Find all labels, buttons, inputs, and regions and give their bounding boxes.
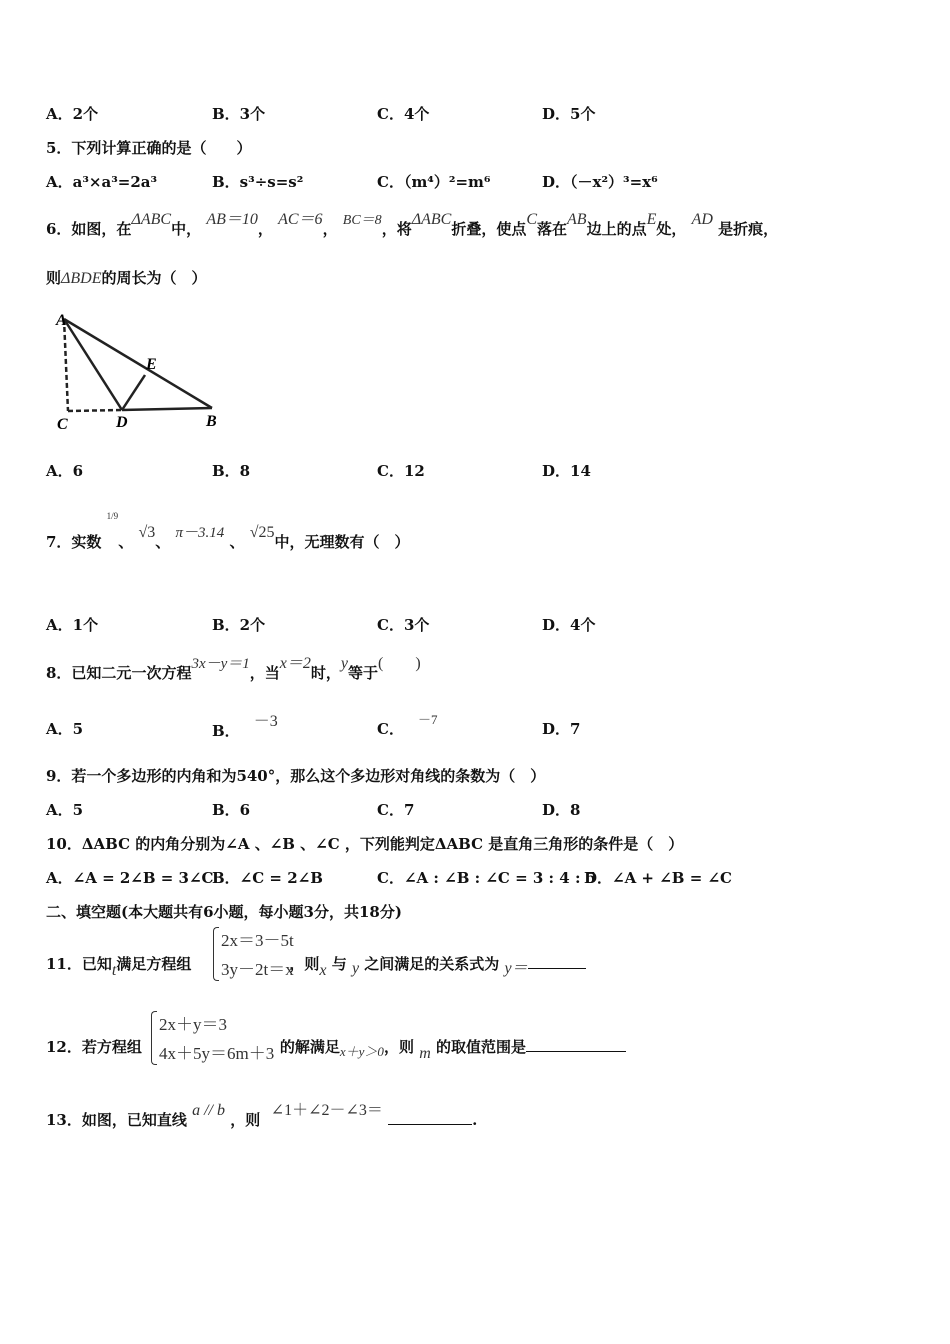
q5-stem: 5．下列计算正确的是（ ） xyxy=(46,139,252,157)
q6-ac: AC＝6 xyxy=(278,211,323,228)
q12-eq1: 2x＋y＝3 xyxy=(159,1015,227,1034)
q7-sqrt3: √3 xyxy=(138,524,156,541)
q11-eq1: 2x＝3－5t xyxy=(221,931,294,950)
q5-option-d: D．（－x²）³=x⁶ xyxy=(542,173,658,191)
q5-option-a: A．a³×a³=2a³ xyxy=(46,173,158,191)
q4-option-a: A．2个 xyxy=(46,105,99,123)
q7-sqrt25: √25 xyxy=(249,524,275,541)
q8-equation: 3x－y＝1 xyxy=(191,656,250,672)
q8-option-d: D．7 xyxy=(542,720,581,738)
q6-bc: BC＝8 xyxy=(342,213,382,228)
q11-eq2: 3y－2t＝x xyxy=(221,960,294,979)
q12-condition: x＋y＞0 xyxy=(339,1044,384,1059)
q10-option-a: A．∠A = 2∠B = 3∠C xyxy=(46,869,214,887)
q6-figure xyxy=(40,305,240,435)
q11-answer-blank[interactable] xyxy=(528,954,586,969)
q7-pi-expr: π－3.14 xyxy=(175,525,225,541)
q5-option-b: B．s³÷s=s² xyxy=(212,173,304,191)
section-title: 二、填空题(本大题共有6小题，每小题3分，共18分) xyxy=(46,903,402,921)
q4-option-d: D．5个 xyxy=(542,105,596,123)
q5-option-c: C．（m⁴）²=m⁶ xyxy=(377,173,491,191)
q6-label-a: A xyxy=(56,312,67,329)
q13-stem: 13．如图，已知直线 a // b ，则 ∠1＋∠2－∠3＝ . xyxy=(46,1102,478,1129)
q11-brace xyxy=(213,927,219,981)
q10-option-b: B．∠C = 2∠B xyxy=(212,869,323,887)
q6-option-b: B．8 xyxy=(212,462,251,480)
q9-option-b: B．6 xyxy=(212,801,251,819)
q6-label-b: B xyxy=(206,413,217,430)
q13-answer-blank[interactable] xyxy=(388,1110,472,1125)
q10-stem: 10．ΔABC 的内角分别为∠A 、∠B 、∠C ，下列能判定ΔABC 是直角三角形的条件是（ ） xyxy=(46,835,684,853)
q6-label-d: D xyxy=(116,414,128,431)
q6-option-d: D．14 xyxy=(542,462,591,480)
q12-brace xyxy=(151,1011,157,1065)
q12-stem: 12．若方程组 的解满足x＋y＞0，则 m 的取值范围是 xyxy=(46,1036,626,1057)
q13-expression: ∠1＋∠2－∠3＝ xyxy=(270,1102,383,1119)
q7-option-d: D．4个 xyxy=(542,616,596,634)
q8-option-c: C．－7 xyxy=(377,712,438,738)
q7-option-b: B．2个 xyxy=(212,616,266,634)
q7-stem: 7．实数 $^{1/9}$、 √3、 π－3.14 、 √25中，无理数有（ ） xyxy=(46,511,410,551)
q6-stem: 6．如图，在ΔABC中， AB＝10， AC＝6， BC＝8，将ΔABC折叠，使点C落在AB边上的点E处， AD 是折痕， xyxy=(46,211,779,238)
q6-option-c: C．12 xyxy=(377,462,425,480)
q7-option-c: C．3个 xyxy=(377,616,430,634)
q4-option-c: C．4个 xyxy=(377,105,430,123)
q8-x-value: x＝2 xyxy=(279,655,311,672)
q7-option-a: A．1个 xyxy=(46,616,99,634)
q8-option-a: A．5 xyxy=(46,720,84,738)
q6-option-a: A．6 xyxy=(46,462,84,480)
q8-option-b: B．－3 xyxy=(212,713,278,740)
q6-label-e: E xyxy=(146,356,157,373)
q6-triangle-bde: ΔBDE xyxy=(61,270,102,287)
q10-option-c: C．∠A : ∠B : ∠C = 3 : 4 : 5 xyxy=(377,869,597,887)
q12-eq2: 4x＋5y＝6m＋3 xyxy=(159,1044,275,1063)
q9-option-a: A．5 xyxy=(46,801,84,819)
q12-answer-blank[interactable] xyxy=(526,1037,626,1052)
q9-stem: 9．若一个多边形的内角和为540°，那么这个多边形对角线的条数为（ ） xyxy=(46,767,546,785)
q9-option-d: D．8 xyxy=(542,801,581,819)
q9-option-c: C．7 xyxy=(377,801,415,819)
q6-ab: AB＝10 xyxy=(206,211,258,228)
q4-option-b: B．3个 xyxy=(212,105,266,123)
q6-stem-line2: 则ΔBDE的周长为（ ） xyxy=(46,269,207,287)
q6-label-c: C xyxy=(57,416,68,433)
q11-stem: 11．已知t满足方程组 ，则x 与 y 之间满足的关系式为 y＝ xyxy=(46,951,586,974)
q8-stem: 8．已知二元一次方程3x－y＝1，当x＝2时，y等于( ) xyxy=(46,655,421,682)
q10-option-d: D．∠A + ∠B = ∠C xyxy=(584,869,732,887)
q13-parallel: a // b xyxy=(192,1102,225,1119)
q7-fraction: 1/9 xyxy=(106,511,119,521)
q6-triangle-abc: ΔABC xyxy=(131,211,172,228)
